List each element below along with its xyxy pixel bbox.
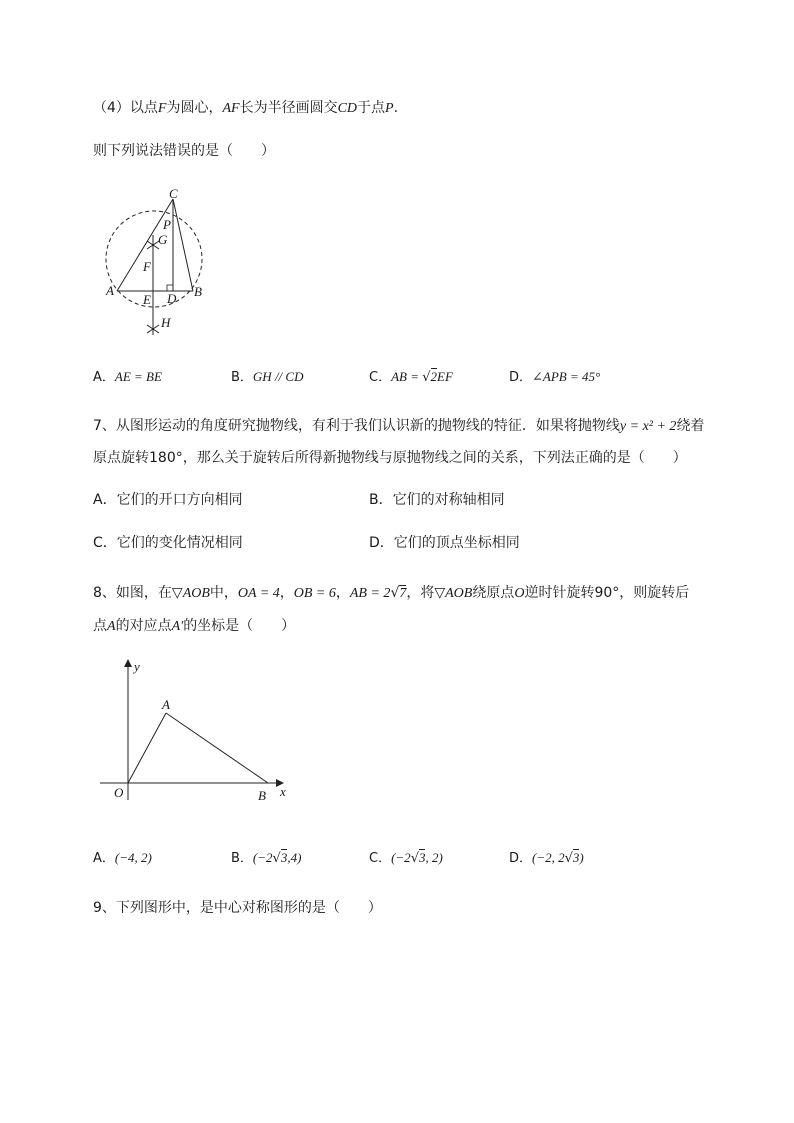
label-x: x [280,784,286,799]
q7-option-a[interactable]: A．它们的开口方向相同 [93,492,243,508]
label-o: O [114,785,124,800]
label-b: B [194,284,202,299]
q6-option-b[interactable]: B．GH // CD [231,369,304,385]
q8-figure [100,655,300,805]
q7-line1: 7、从图形运动的角度研究抛物线，有利于我们认识新的抛物线的特征．如果将抛物线y = x² + 2绕着 [93,418,705,434]
label-f: F [143,259,151,274]
q9-question: 9、下列图形中，是中心对称图形的是（ ） [93,900,382,916]
q8-option-b[interactable]: B．(−2√3,4) [231,850,302,866]
segment-ab [166,713,268,783]
sqrt-symbol: √ [564,851,573,866]
sqrt-symbol: √ [272,851,281,866]
q8-option-a[interactable]: A．(−4, 2) [93,850,152,866]
q6-question: 则下列说法错误的是（ ） [93,143,275,159]
q6-option-c[interactable]: C．AB = √2EF [369,369,453,385]
q6-option-a[interactable]: A．AE = BE [93,369,162,385]
q7-option-c[interactable]: C．它们的变化情况相同 [93,535,243,551]
label-a: A [106,283,114,298]
label-h: H [161,315,171,330]
label-d: D [167,291,177,306]
q6-option-d[interactable]: D．∠APB = 45° [509,369,601,385]
q8-option-c[interactable]: C．(−2√3, 2) [369,850,443,866]
dashed-circle [106,211,202,307]
segment-cb [173,199,193,291]
sqrt-symbol: √ [410,851,419,866]
q7-option-d[interactable]: D．它们的顶点坐标相同 [369,535,520,551]
label-y: y [134,659,140,674]
label-a: A [162,697,170,712]
q7-option-b[interactable]: B．它们的对称轴相同 [369,492,505,508]
label-b: B [258,788,266,803]
q7-line2: 原点旋转180°，那么关于旋转后所得新抛物线与原抛物线之间的关系，下列法正确的是（ ） [93,450,687,466]
sqrt-symbol: √ [422,370,431,385]
q8-line1: 8、如图，在▽AOB中，OA = 4，OB = 6，AB = 2√7，将▽AOB绕原点O逆时针旋转90°，则旋转后 [93,585,690,601]
label-e: E [143,292,151,307]
q6-figure [98,185,213,340]
q8-line2: 点A的对应点A′的坐标是（ ） [93,618,296,634]
sqrt-symbol: √ [390,585,400,601]
label-c: C [169,186,178,201]
q8-option-d[interactable]: D．(−2, 2√3) [509,850,584,866]
label-g: G [158,232,168,247]
q6-step4: （4）以点F为圆心，AF长为半径画圆交CD于点P. [93,100,399,116]
segment-oa [128,713,166,783]
label-p: P [163,217,171,232]
